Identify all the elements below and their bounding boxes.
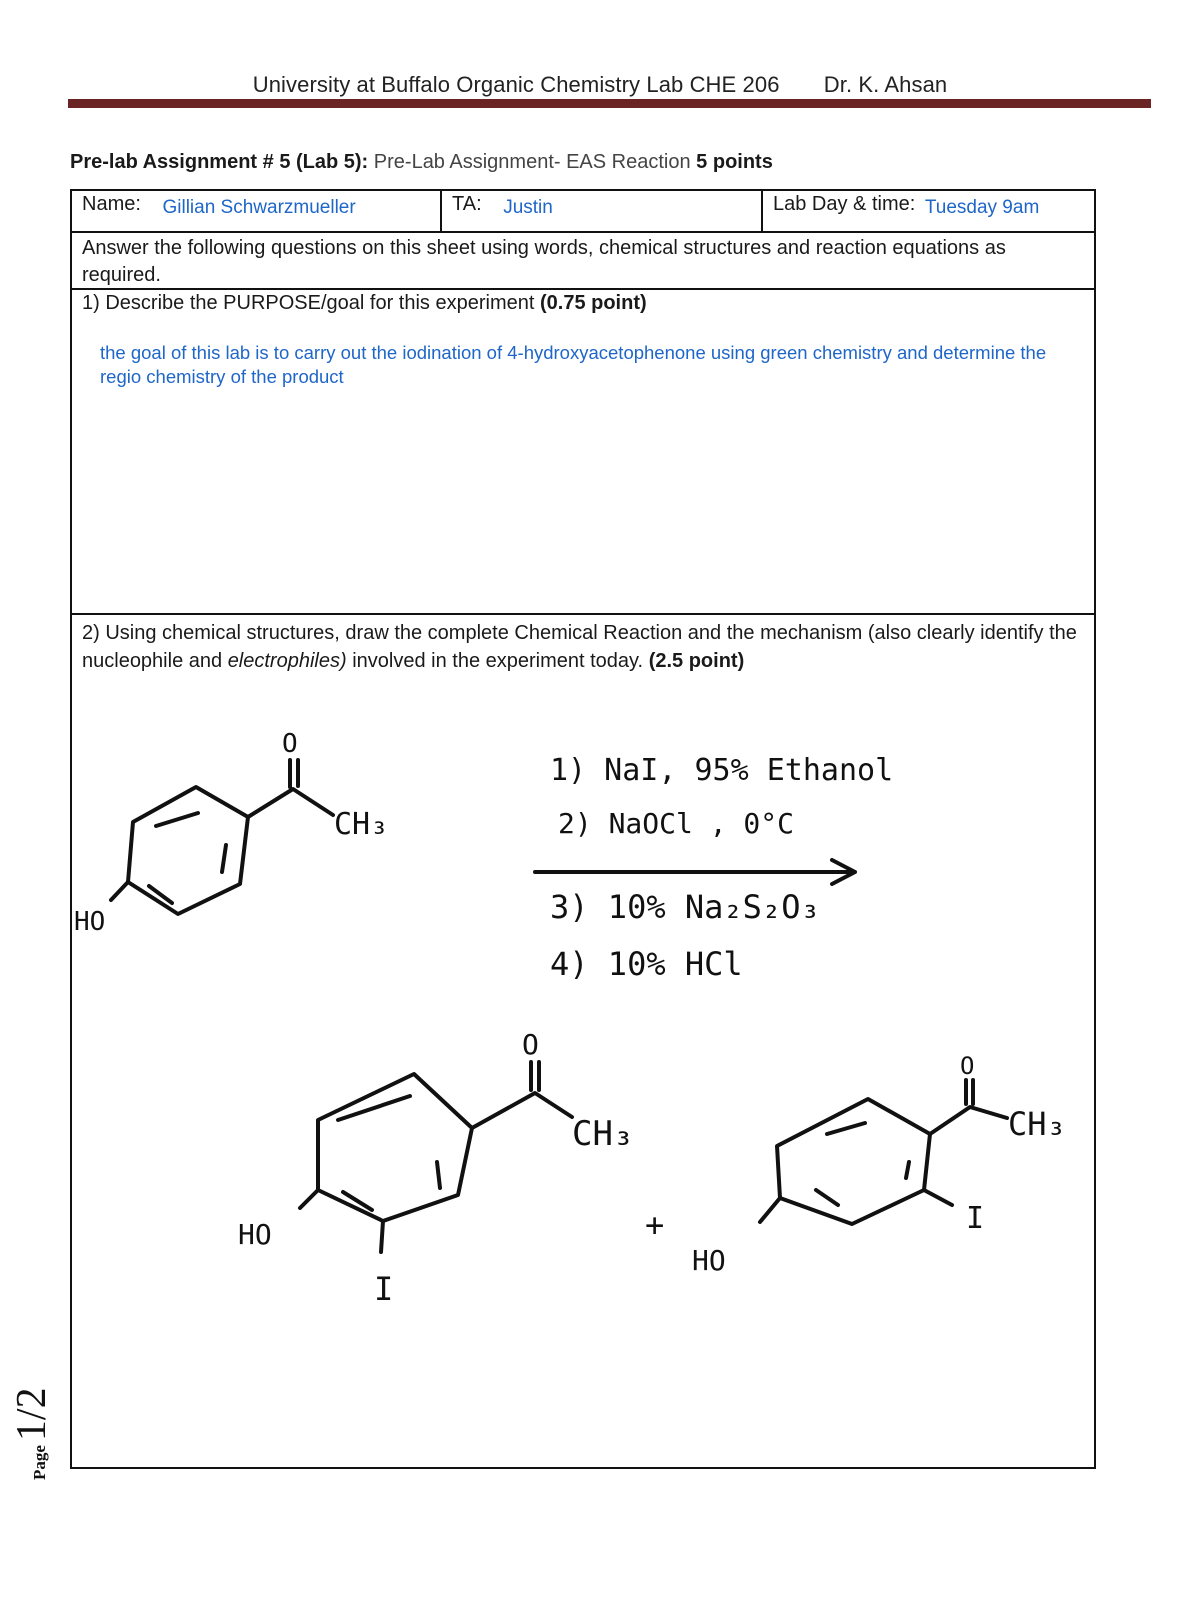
product-1-o-label: O xyxy=(522,1028,539,1061)
q1-answer[interactable]: the goal of this lab is to carry out the iodination of 4-hydroxyacetophenone using green chemistry and determine the regio chemistry of the product xyxy=(100,342,1047,387)
lab-day-value[interactable]: Tuesday 9am xyxy=(924,197,1040,218)
product-2-ch3-label: CH₃ xyxy=(1008,1105,1066,1143)
page-label: Page xyxy=(30,1445,49,1480)
product-1-oh-bond xyxy=(300,1190,318,1208)
name-label: Name: xyxy=(82,193,141,215)
product-2-double-bond xyxy=(827,1123,865,1134)
reactant-ring xyxy=(128,787,248,914)
product-2-ho-label: HO xyxy=(692,1244,726,1277)
reaction-conditions xyxy=(535,753,893,983)
assignment-label: Pre-lab Assignment # 5 (Lab 5): xyxy=(70,151,369,173)
product-2-carbonyl-double xyxy=(966,1080,973,1104)
product-2-double-bond xyxy=(816,1190,838,1205)
reagent-4: 4) 10% HCl xyxy=(550,945,743,983)
page-value: 1/2 xyxy=(9,1387,55,1442)
name-value[interactable]: Gillian Schwarzmueller xyxy=(162,197,356,218)
page-number xyxy=(8,1380,58,1480)
product-2-ring xyxy=(777,1099,930,1224)
product-1-double-bond xyxy=(338,1096,410,1120)
reactant-structure xyxy=(74,729,388,937)
product-1-ch3-label: CH₃ xyxy=(572,1114,634,1154)
reactant-double-bond xyxy=(156,813,198,826)
q2-points: (2.5 point) xyxy=(648,650,745,672)
product-2-carbonyl-bond xyxy=(930,1107,1007,1134)
assignment-subtitle: Pre-Lab Assignment- EAS Reaction xyxy=(373,151,691,173)
course-title: University at Buffalo Organic Chemistry Lab CHE 206 xyxy=(252,72,780,97)
reactant-ch3-label: CH₃ xyxy=(334,807,389,842)
product-2-oh-bond xyxy=(760,1198,780,1222)
product-2-o-label: O xyxy=(960,1052,975,1080)
ta-label: TA: xyxy=(452,193,482,215)
q2-prompt-b: involved in the experiment today. xyxy=(352,650,644,672)
reagent-2: 2) NaOCl , 0°C xyxy=(558,807,795,840)
ta-value[interactable]: Justin xyxy=(503,197,553,218)
q2-prompt-a: 2) Using chemical structures, draw the complete Chemical Reaction and the mechanism (also clearly identify the nucleophile and xyxy=(82,622,1077,672)
plus-sign: + xyxy=(645,1206,665,1244)
instructor-name: Dr. K. Ahsan xyxy=(823,72,948,97)
product-2-double-bond xyxy=(906,1162,909,1178)
product-2-i-label: I xyxy=(966,1201,985,1236)
reaction-arrow xyxy=(535,860,855,884)
product-1-carbonyl-double xyxy=(531,1062,539,1090)
reactant-o-label: O xyxy=(282,729,298,759)
reagent-3: 3) 10% Na₂S₂O₃ xyxy=(550,888,820,926)
product-2-i-bond xyxy=(924,1190,952,1205)
product-1-double-bond xyxy=(437,1162,440,1188)
product-1-i-label: I xyxy=(374,1270,394,1308)
q1-points: (0.75 point) xyxy=(539,292,647,314)
product-1-structure xyxy=(238,1028,633,1308)
reactant-carbonyl-bond xyxy=(248,789,333,817)
product-1-ring xyxy=(318,1074,472,1221)
product-1-carbonyl-bond xyxy=(472,1093,572,1128)
reactant-carbonyl-double xyxy=(290,760,298,787)
assignment-points: 5 points xyxy=(696,151,773,173)
lab-day-label: Lab Day & time: xyxy=(773,193,916,215)
reagent-1: 1) NaI, 95% Ethanol xyxy=(550,753,894,788)
product-1-ho-label: HO xyxy=(238,1218,272,1251)
q2-prompt-italic: electrophiles) xyxy=(227,650,347,672)
reactant-double-bond xyxy=(222,845,226,872)
instructions-row: Answer the following questions on this sheet using words, chemical structures and reaction equations as required. xyxy=(72,233,1094,290)
reactant-ho-label: HO xyxy=(74,907,106,937)
q1-prompt: 1) Describe the PURPOSE/goal for this experiment xyxy=(82,292,535,314)
product-1-i-bond xyxy=(381,1221,383,1252)
reactant-oh-bond xyxy=(111,882,128,900)
product-2-structure xyxy=(692,1052,1066,1277)
